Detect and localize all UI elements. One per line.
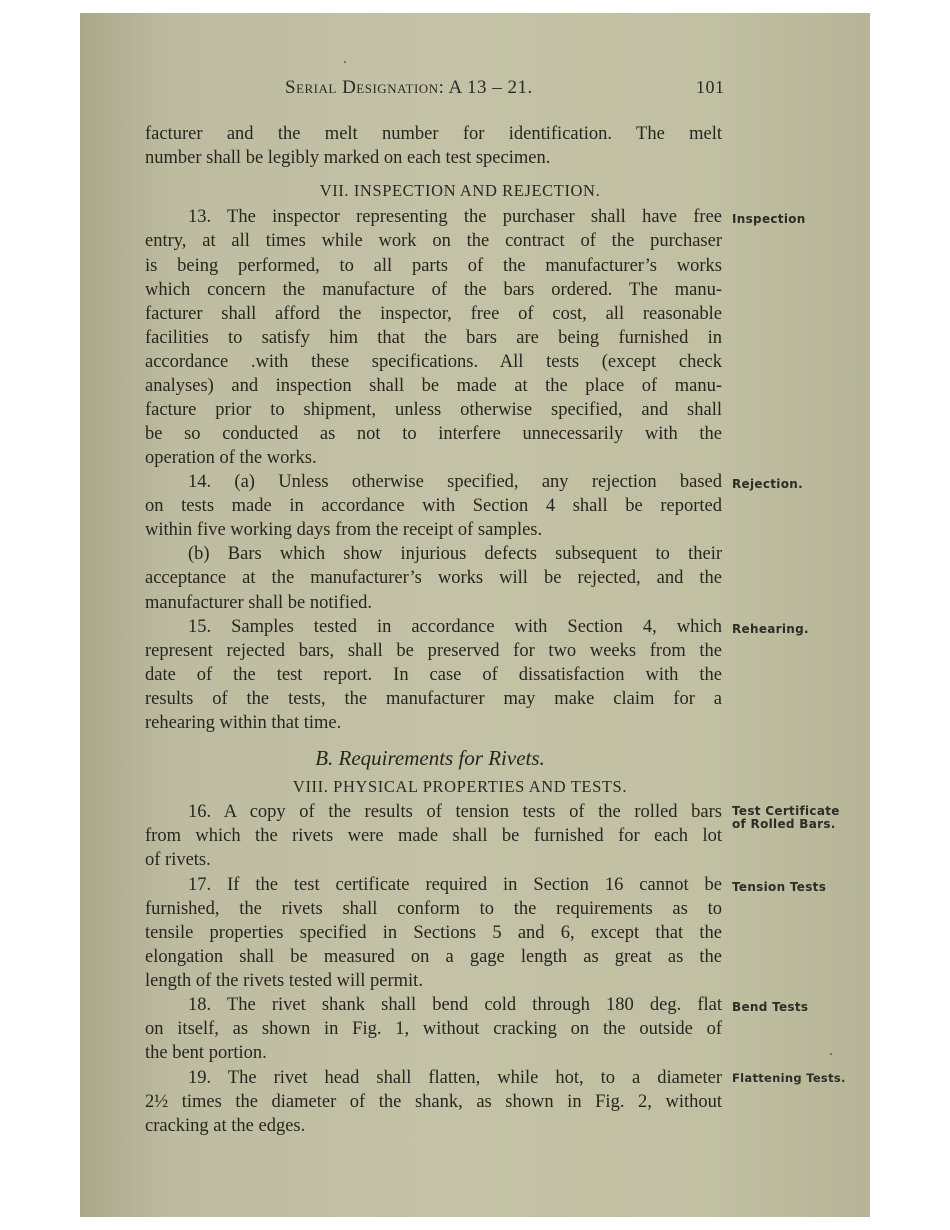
- text-line: rehearing within that time.: [145, 713, 342, 733]
- speck-mark: [344, 61, 346, 63]
- text-line: represent rejected bars, shall be preserved for two weeks from the: [145, 641, 722, 661]
- margin-note-flattening-tests: Flattening Tests.: [732, 1071, 846, 1085]
- margin-note-test-certificate: Test Certificate: [732, 804, 840, 818]
- text-line: cracking at the edges.: [145, 1116, 306, 1136]
- text-line: 17. If the test certificate required in Section 16 cannot be: [188, 875, 722, 895]
- part-heading-b: B. Requirements for Rivets.: [315, 746, 545, 770]
- text-line: 2½ times the diameter of the shank, as shown in Fig. 2, without: [145, 1092, 722, 1112]
- text-line: furnished, the rivets shall conform to the requirements as to: [145, 899, 722, 919]
- text-line: facture prior to shipment, unless otherwise specified, and shall: [145, 400, 722, 420]
- section-heading-vii: VII. INSPECTION AND REJECTION.: [319, 181, 601, 200]
- text-line: which concern the manufacture of the bars ordered. The manu-: [145, 280, 722, 300]
- text-line: within five working days from the receipt of samples.: [145, 520, 543, 540]
- text-line: 14. (a) Unless otherwise specified, any rejection based: [188, 472, 722, 492]
- text-line: number shall be legibly marked on each test specimen.: [145, 148, 551, 168]
- page-number: 101: [696, 77, 725, 97]
- text-line: 18. The rivet shank shall bend cold through 180 deg. flat: [188, 995, 722, 1015]
- text-line: the bent portion.: [145, 1043, 267, 1063]
- text-line: accordance .with these specifications. All tests (except check: [145, 352, 722, 372]
- serial-designation: Serial Designation: A 13 – 21.: [285, 77, 533, 98]
- book-page: [80, 13, 870, 1217]
- text-line: on tests made in accordance with Section 4 shall be reported: [145, 496, 722, 516]
- text-line: manufacturer shall be notified.: [145, 593, 373, 613]
- margin-note-tension-tests: Tension Tests: [732, 880, 827, 894]
- text-line: 13. The inspector representing the purchaser shall have free: [188, 207, 722, 227]
- text-line: operation of the works.: [145, 448, 317, 468]
- margin-note-rehearing: Rehearing.: [732, 622, 809, 636]
- text-line: acceptance at the manufacturer’s works will be rejected, and the: [145, 568, 722, 588]
- text-line: facturer and the melt number for identification. The melt: [145, 124, 722, 144]
- text-line: on itself, as shown in Fig. 1, without cracking on the outside of: [145, 1019, 722, 1039]
- text-line: be so conducted as not to interfere unnecessarily with the: [145, 424, 722, 444]
- text-line: 15. Samples tested in accordance with Section 4, which: [188, 617, 722, 637]
- margin-note-bend-tests: Bend Tests: [732, 1000, 809, 1014]
- text-line: elongation shall be measured on a gage length as great as the: [145, 947, 722, 967]
- text-line: 19. The rivet head shall flatten, while hot, to a diameter: [188, 1068, 722, 1088]
- text-line: entry, at all times while work on the contract of the purchaser: [145, 231, 722, 251]
- text-line: from which the rivets were made shall be furnished for each lot: [145, 826, 722, 846]
- text-line: date of the test report. In case of dissatisfaction with the: [145, 665, 722, 685]
- margin-note-inspection: Inspection: [732, 212, 806, 226]
- speck-mark: [830, 1053, 832, 1055]
- text-line: analyses) and inspection shall be made at the place of manu-: [145, 376, 722, 396]
- text-line: length of the rivets tested will permit.: [145, 971, 423, 991]
- margin-note-rolled-bars: of Rolled Bars.: [732, 817, 836, 831]
- text-line: (b) Bars which show injurious defects subsequent to their: [188, 544, 722, 564]
- text-line: facilities to satisfy him that the bars are being furnished in: [145, 328, 722, 348]
- text-line: is being performed, to all parts of the manufacturer’s works: [145, 256, 722, 276]
- text-line: tensile properties specified in Sections 5 and 6, except that the: [145, 923, 722, 943]
- text-line: of rivets.: [145, 850, 211, 870]
- section-heading-viii: VIII. PHYSICAL PROPERTIES AND TESTS.: [292, 777, 628, 796]
- text-line: facturer shall afford the inspector, free of cost, all reasonable: [145, 304, 722, 324]
- text-line: results of the tests, the manufacturer may make claim for a: [145, 689, 722, 709]
- margin-note-rejection: Rejection.: [732, 477, 803, 491]
- text-line: 16. A copy of the results of tension tests of the rolled bars: [188, 802, 722, 822]
